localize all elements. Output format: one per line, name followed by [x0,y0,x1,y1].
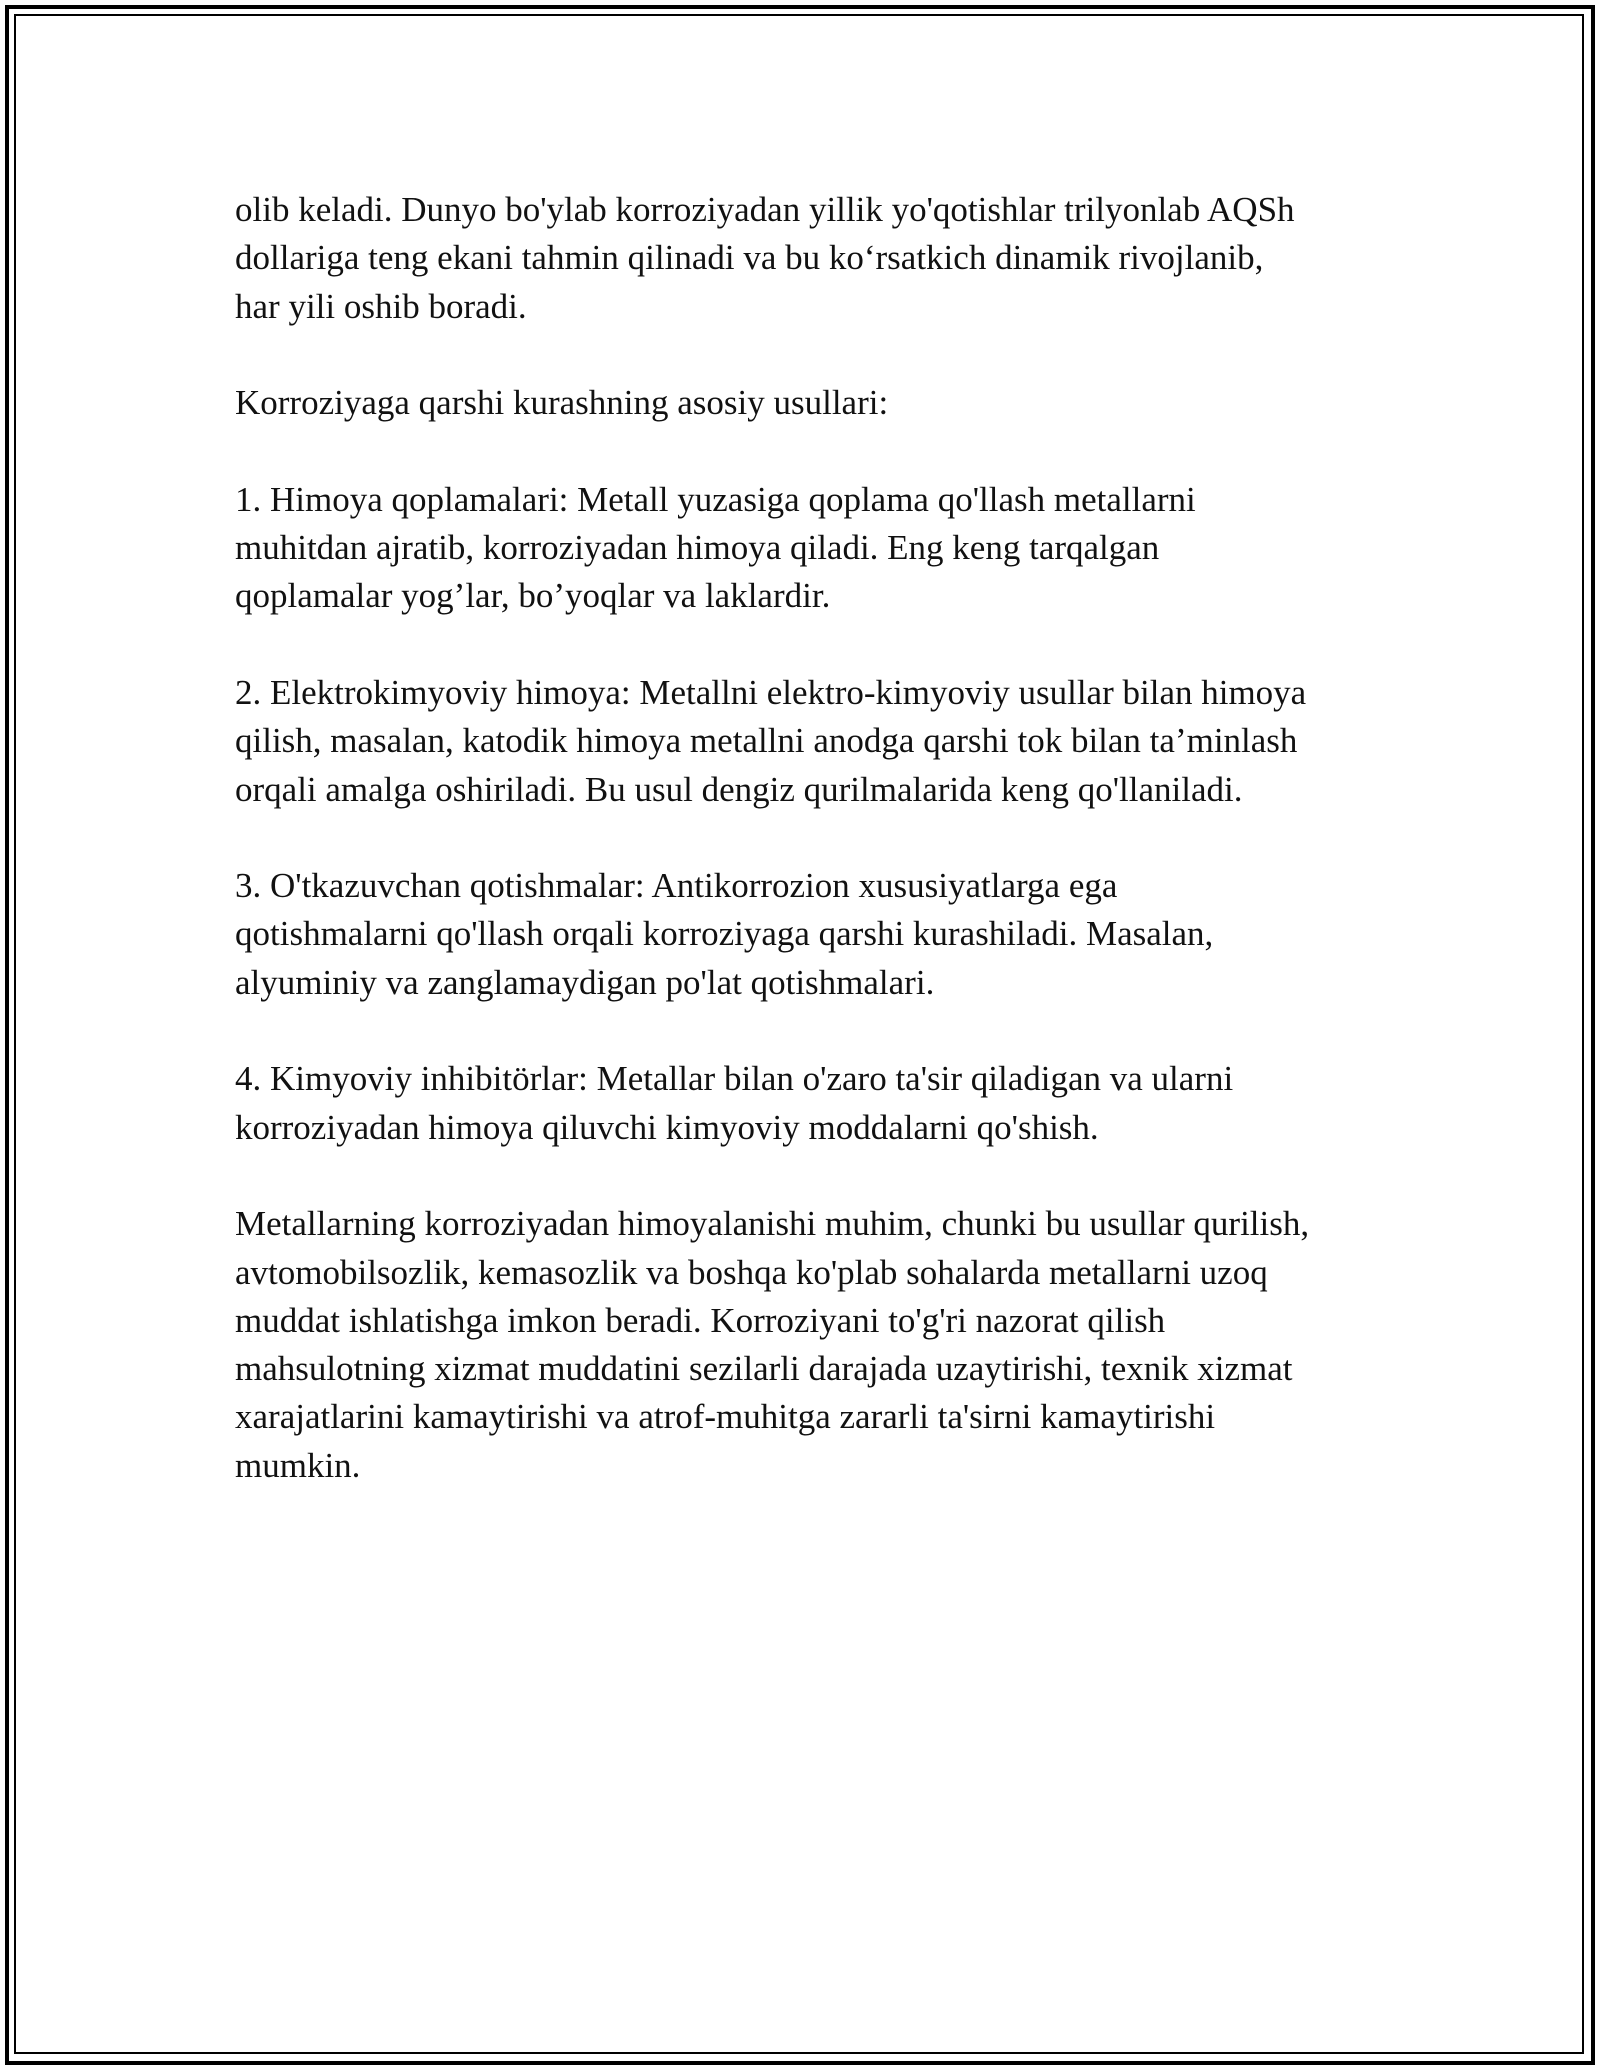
paragraph-conclusion: Metallarning korroziyadan himoyalanishi muhim, chunki bu usullar qurilish, avtomobilsozlik, kemasozlik va boshqa ko'plab sohalarda metallarni uzoq muddat ishlatishga imkon beradi. Korroziyani to'g'ri nazorat qilish mahsulotning xizmat muddatini sezilarli darajada uzaytirishi, texnik xizmat xarajatlarini kamaytirishi va atrof-muhitga zararli ta'sirni kamaytirishi mumkin. [235,1204,1310,1485]
paragraph-intro-continuation: olib keladi. Dunyo bo'ylab korroziyadan yillik yo'qotishlar trilyonlab AQSh dollariga teng ekani tahmin qilinadi va bu ko‘rsatkich dinamik rivojlanib, har yili oshib boradi. [235,190,1295,326]
paragraph-methods-heading: Korroziyaga qarshi kurashning asosiy usullari: [235,383,889,423]
document-body [235,186,1375,1490]
paragraph-method-1-coatings: 1. Himoya qoplamalari: Metall yuzasiga qoplama qo'llash metallarni muhitdan ajratib, korroziyadan himoya qiladi. Eng keng tarqalgan qoplamalar yog’lar, bo’yoqlar va laklardir. [235,479,1196,616]
paragraph-method-4-inhibitors: 4. Kimyoviy inhibitörlar: Metallar bilan o'zaro ta'sir qiladigan va ularni korroziyadan himoya qiluvchi kimyoviy moddalarni qo'shish. [235,1059,1234,1147]
paragraph-method-2-electrochemical: 2. Elektrokimyoviy himoya: Metallni elektro-kimyoviy usullar bilan himoya qilish, masalan, katodik himoya metallni anodga qarshi tok bilan ta’minlash orqali amalga oshiriladi. Bu usul dengiz qurilmalarida keng qo'llaniladi. [235,672,1307,809]
paragraph-method-3-alloys: 3. O'tkazuvchan qotishmalar: Antikorrozion xususiyatlarga ega qotishmalarni qo'llash orqali korroziyaga qarshi kurashiladi. Masalan, alyuminiy va zanglamaydigan po'lat qotishmalari. [235,866,1214,1002]
